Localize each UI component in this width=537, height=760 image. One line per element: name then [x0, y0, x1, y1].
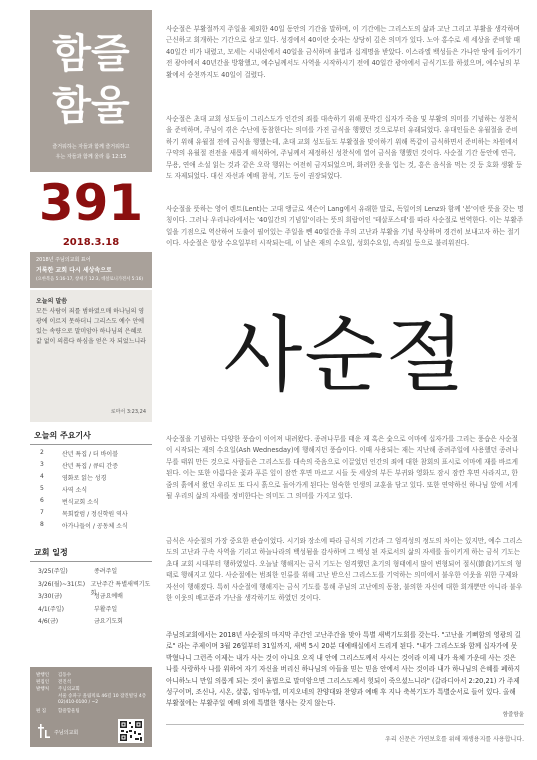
issue-date: 2018.3.18 [62, 237, 120, 248]
qr-code-icon[interactable] [118, 719, 144, 743]
main-article [166, 0, 524, 760]
publisher-row: 서울 송파구 올림픽로 46길 10 잠진빌딩 4층 [58, 694, 147, 699]
schedule-row: 3/30(금) 성금요예배 [38, 593, 123, 600]
schedule-row: 4/6(금) 금요기도회 [38, 618, 123, 625]
weekly-title: 오늘의 주요기사 [30, 428, 152, 445]
divider [166, 724, 524, 725]
theme-line-1: 2018년 주님의교회 표어 [36, 257, 91, 263]
schedule-row: 3/26(월)~31(토) 고난주간 특별새벽기도회 [38, 580, 151, 597]
recycled-paper-note: 우리 신문은 가연보호를 위해 재생용지를 사용합니다. [385, 736, 524, 743]
verse-box [30, 290, 152, 422]
list-item[interactable]: 5 사역 소식 [40, 485, 88, 494]
publisher-info [30, 667, 152, 747]
article-paragraph-1: 사순절은 부활절까지 주일을 제외한 40일 동안의 기간을 말하며, 이 기간에는 그리스도의 삶과 고난 그리고 부활을 생각하며 근신하고 회개하는 기간으로 삼고 있다. 성경에서 40이란 숫자는 상당히 깊은 의미가 있다. 노아 홍수로 세 세상을 준비할 때 40일간 비가 내렸고, 모세는 시내산에서 40일을 금식하며 율법과 십계명을 받았다. 이스라엘 백성들은 가나안 땅에 들어가기 전 광야에서 40년간을 방황했고, 예수님께서도 사역을 시작하시기 전에 40일간 광야에서 금식기도를 하셨으며, 예수님의 부활에서 승천까지도 40일이 걸렸다. [166, 25, 523, 79]
article-paragraph-2: 사순절은 초대 교회 성도들이 그리스도가 인간의 죄를 대속하기 위해 못박긴 십자가 죽음 및 부활의 의미를 기념하는 성찬식을 준비하며, 주님이 겪은 수난에 동참한다는 의미를 가진 금식을 행했던 것으로부터 유래되었다. 유대인들은 유월절을 준비하기 위해 유월절 전에 금식을 행했는데, 초대 교회 성도들도 부활절을 맞이하기 위해 똑같이 금식하면서 준비하는 차원에서 구약의 유월절 전전을 새롭게 해석하여, 주님께서 제정하신 성찬식에 열어 금식을 행했던 것이다. 사순절 기간 동안에 연극, 무용, 연애 소설 읽는 것과 같은 오락 행위는 여전히 금지되었으며, 화려한 옷을 입는 것, 흥은 음식을 먹는 것 등 호화 생활 등도 자제되었다. 대신 자선과 예배 참석, 기도 등이 권장되었다. [166, 115, 523, 181]
article-signature: 함즐함울 [502, 712, 524, 718]
article-paragraph-3: 사순절을 뜻하는 영어 렌트(Lent)는 고대 앵글로 색슨어 Lang에서 유래한 말로, 독일어의 Lenz와 함께 '봄'이란 뜻을 갖는 명칭이다. 그러나 우리나라에서는 '40일간의 기념일'이라는 뜻의 희랍어인 '테살포스테'를 따라 사순절로 번역한다. 이는 부활주일을 기점으로 역산하여 도출이 필어있는 주일을 뺀 40일간을 주의 고난과 부활을 기념 묵상하며 경건히 보내고자 하는 절기이다. 사순절은 항상 수요일부터 시작되는데, 이 날은 재의 수요일, 성회수요일, 속죄일 등으로 불리워진다. [166, 205, 524, 248]
tagline-1: 즐거워하는 자들과 함께 즐거워하고 [52, 144, 130, 150]
logo-line-1: 함즐 [52, 30, 130, 77]
church-logo-icon [38, 723, 50, 739]
announcement-paragraph: 주님의교회에서는 2018년 사순절의 마지막 주간인 고난주간을 맞아 특별 새벽기도회를 갖는다. "고난을 기뻐함의 영광의 길로" 라는 주제이며 3월 26일부터 31일까지, 새벽 5시 20분 대예배실에서 드리게 된다. "내가 그리스도와 함께 십자가에 못 박혔나니 그런즉 이제는 내가 사는 것이 아니요 오직 내 안에 그리스도께서 사시는 것이라 이제 내가 육체 가운데 사는 것은 나를 사랑하사 나를 위하여 자기 자신을 버리신 하나님의 아들을 믿는 믿음 안에서 사는 것이라 내가 하나님의 은혜를 폐하지 아니하노니 만일 의롭게 되는 것이 율법으로 말미암으면 그리스도께서 헛되이 죽으셨느니라" (갈라디아서 2:20,21) 가 주제 성구이며, 조신나, 시온, 샬롬, 임마누엘, 미지오네의 찬양대와 찬양과 예배 후 지나 축복기도가 특별순서로 들어 있다. 올해 부활절에는 부활주일 예배 외에 특별한 행사는 갖지 않는다. [166, 631, 521, 708]
publisher-row: 편 집 함즐함울팀 [36, 709, 80, 714]
schedule-row: 4/1(주일) 부활주일 [38, 605, 118, 613]
weekly-articles [30, 428, 152, 533]
list-item[interactable]: 4 영화로 읽는 성경 [40, 473, 107, 482]
schedule-row: 3/25(주일) 종려주일 [38, 568, 118, 575]
article-paragraph-4: 사순절을 기념하는 다양한 풍습이 이어져 내려왔다. 종려나무를 태운 재 혹은 숯으로 이마에 십자가를 그리는 풍습은 사순절이 시작되는 재의 수요일(Ash Wednesday)에 행해지던 풍습이다. 이때 사용되는 재는 지난해 종려주일에 사용했던 종려나무를 태워 만든 것으로 사람들은 그리스도를 대속의 죽음으로 이끌었던 인간의 죄에 대한 참회의 표시로 이마에 재를 바르게 된다. 이는 또한 아름다운 꽃과 푸른 잎이 잠깐 후면 마르고 시들 듯 세상의 부든 부귀와 영화도 잠시 잠깐 후면 사라지고, 한 줌의 흙에서 왔던 우리도 또 다시 흙으로 돌아가게 된다는 엄숙한 인생의 교훈을 담고 있다. 또한 연약하신 하나님 앞에 서게 될 우리의 삶의 자세를 정비한다는 의미도 그 의미를 가지고 있다. [166, 435, 519, 501]
list-item[interactable]: 3 산년 특집 / 큐티 간증 [40, 461, 119, 470]
theme-line-3: (요한복음 5:16-17, 창세기 12:3, 데살로니가전서 5:16) [36, 277, 143, 282]
weekly-list [30, 449, 152, 533]
list-item[interactable]: 7 목회칼럼 / 정신학원 역사 [40, 509, 128, 518]
list-item[interactable]: 2 산년 특집 / 더 바이블 [40, 449, 119, 458]
verse-reference: 로마서 3:23,24 [110, 409, 146, 415]
theme-line-2: 거룩한 교회 다시 세상속으로 [36, 267, 112, 274]
verse-title: 오늘의 말씀 [36, 298, 68, 305]
theme-box [30, 252, 152, 288]
list-item[interactable]: 8 아가나들이 / 공동체 소식 [40, 521, 128, 530]
schedule-title: 교회 일정 [30, 545, 152, 562]
article-paragraph-5: 금식은 사순절의 가장 중요한 관습이었다. 시기와 장소에 따라 금식의 기간과 그 엄격성의 정도의 차이는 있지만, 예수 그리스도의 고난과 구속 사역을 기리고 하늘나라의 백성됨을 감사하며 그 백성 된 자로서의 삶의 자세를 돌이키게 하는 금식 기도는 초대 교회 시대부터 행하였었다. 오늘날 행해지는 금식 기도는 엄격했던 초기의 형태에서 많이 변형되어 절식(節食)기도의 형태로 행해지고 있다. 사순절에는 범죄한 인류를 위해 고난 받으신 그리스도를 기억하는 의미에서 불우한 이웃을 위한 구제와 자선이 행해졌다. 특히 사순절에 행해지는 금식 기도를 통해 주님의 고난에의 동참, 불의한 자신에 대한 회개뿐만 아니라 불우한 이웃의 배고픔과 가난을 생각하기도 하였던 것이다. [166, 537, 523, 603]
sidebar [0, 0, 152, 760]
church-schedule [30, 545, 152, 629]
tagline-2: 우는 자들과 함께 울라 롬 12:15 [55, 154, 127, 160]
article-title: 사순절 [223, 308, 467, 403]
masthead [30, 10, 152, 172]
verse-text: 모든 사람이 죄를 범하였으매 하나님의 영광에 이르지 못하더니 그리스도 예수 안에 있는 속량으로 말미암아 하나님의 은혜로 값 없이 의롭다 하심을 얻은 자 되었느니라 [36, 308, 146, 345]
publisher-row: 발행인 김동수 [36, 673, 72, 678]
publisher-row: 02)410-0100 / ~2 [58, 700, 99, 705]
logo-line-2: 함울 [52, 82, 130, 129]
church-name: 주님의교회 [54, 730, 79, 736]
publisher-row: 편집인 전진석 [36, 680, 72, 685]
issue-number: 391 [38, 174, 144, 232]
publisher-row: 발행처 주님의교회 [36, 687, 80, 692]
list-item[interactable]: 6 번식교회 소식 [40, 497, 99, 506]
